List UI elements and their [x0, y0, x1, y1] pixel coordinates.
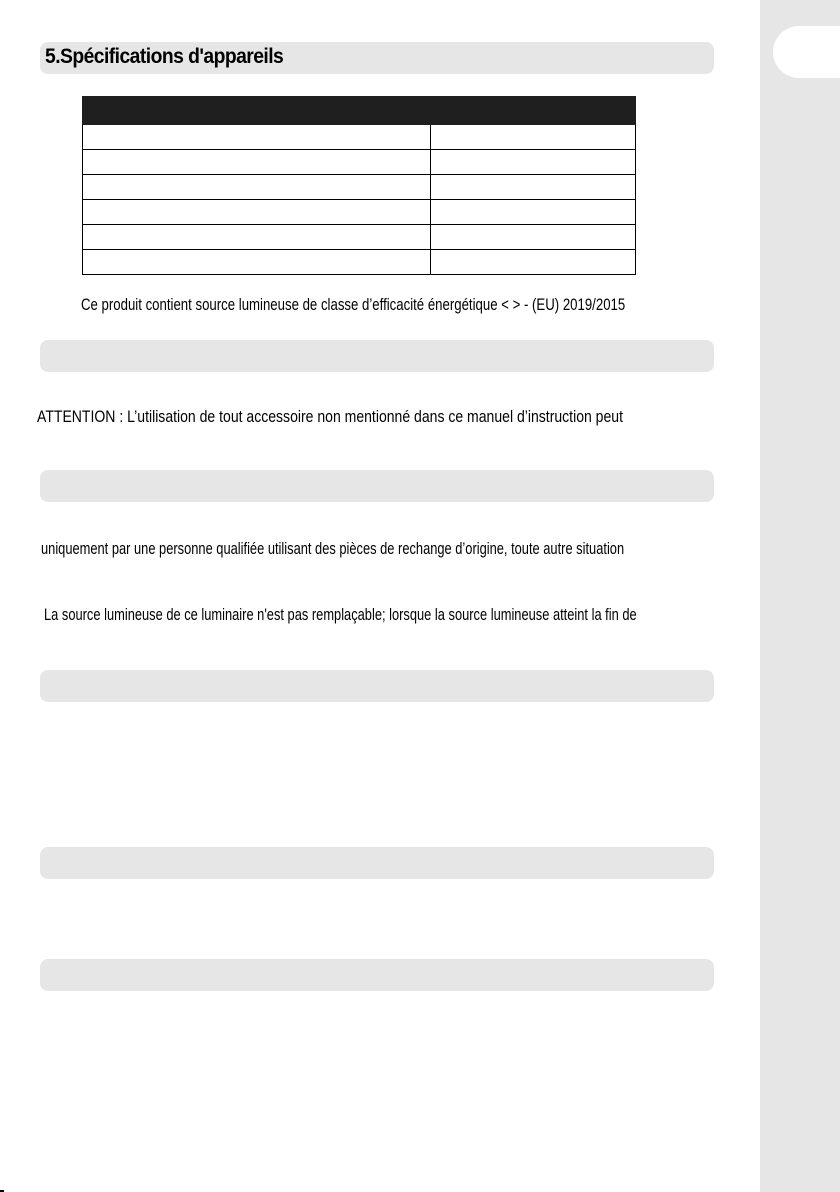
table-row: [83, 225, 636, 250]
spec-label-cell: [83, 225, 431, 250]
table-row: [83, 250, 636, 275]
spec-value-cell: [430, 225, 635, 250]
spec-value-cell: [430, 250, 635, 275]
spec-label-cell: [83, 150, 431, 175]
attention-paragraph: ATTENTION : L’utilisation de tout accessoire non mentionné dans ce manuel d’instruction peut: [37, 408, 623, 426]
spec-header-cell: [83, 97, 431, 125]
spec-value-cell: [430, 150, 635, 175]
spec-table-header: [83, 97, 636, 125]
table-row: [83, 175, 636, 200]
section-8-header: [40, 670, 714, 702]
section-6-header: [40, 340, 714, 372]
table-row: [83, 125, 636, 150]
section-7-header: [40, 470, 714, 502]
section-5-title: 5.Spécifications d'appareils: [45, 45, 284, 68]
spec-label-cell: [83, 125, 431, 150]
spec-label-cell: [83, 250, 431, 275]
spec-header-cell: [430, 97, 635, 125]
section-10-header: [40, 959, 714, 991]
spec-value-cell: [430, 125, 635, 150]
section-9-header: [40, 847, 714, 879]
spec-label-cell: [83, 200, 431, 225]
table-row: [83, 150, 636, 175]
energy-class-note: Ce produit contient source lumineuse de classe d’efficacité énergétique < > - (EU) 2019/2015: [81, 296, 626, 314]
spec-label-cell: [83, 175, 431, 200]
replacement-paragraph: uniquement par une personne qualifiée utilisant des pièces de rechange d’origine, toute autre situation: [41, 540, 625, 558]
table-row: [83, 200, 636, 225]
spec-value-cell: [430, 175, 635, 200]
light-source-paragraph: La source lumineuse de ce luminaire n'est pas remplaçable; lorsque la source lumineuse atteint la fin de: [44, 606, 637, 624]
language-tab: [773, 26, 840, 78]
spec-table: [82, 96, 636, 275]
side-panel: [760, 0, 840, 1192]
section-5-header: [40, 42, 714, 74]
spec-value-cell: [430, 200, 635, 225]
